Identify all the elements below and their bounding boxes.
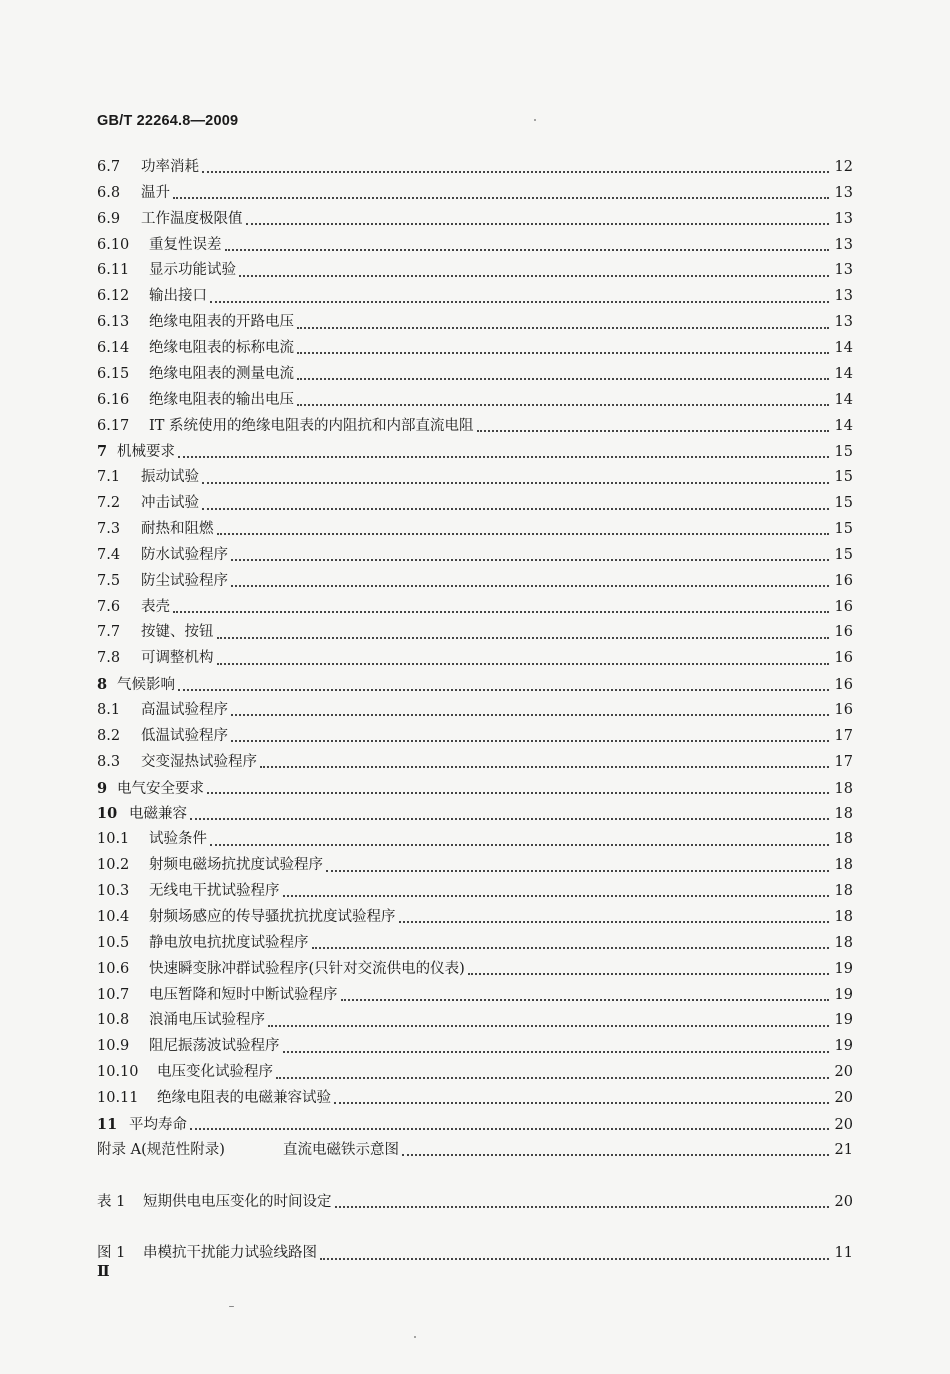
toc-entry-number: 10.1 <box>97 831 130 848</box>
toc-entry-title: 射频电磁场抗扰度试验程序 <box>149 857 323 874</box>
toc-entry[interactable] <box>97 439 853 465</box>
toc-entry[interactable] <box>97 336 853 362</box>
toc-entry-number: 图 1 <box>97 1245 126 1262</box>
toc-entry-page: 18 <box>834 857 853 874</box>
toc-entry-page: 18 <box>834 908 853 925</box>
toc-entry[interactable] <box>97 724 853 750</box>
toc-entry[interactable] <box>97 931 853 957</box>
dot-leader <box>468 972 829 975</box>
toc-entry-number: 表 1 <box>97 1193 126 1210</box>
toc-entry-title: 绝缘电阻表的开路电压 <box>149 314 294 331</box>
toc-entry-page: 20 <box>834 1064 853 1081</box>
dot-leader <box>178 455 829 458</box>
toc-entry[interactable] <box>97 595 853 621</box>
toc-entry[interactable] <box>97 491 853 517</box>
toc-entry-page: 16 <box>834 677 853 694</box>
toc-entry-page: 16 <box>834 650 853 667</box>
toc-entry[interactable] <box>97 1138 853 1164</box>
toc-entry-number: 7.7 <box>97 624 121 641</box>
toc-entry-page: 18 <box>834 883 853 900</box>
toc-entry-title: 工作温度极限值 <box>141 210 243 227</box>
toc-entry-number: 9 <box>97 779 108 797</box>
toc-entry-title: 显示功能试验 <box>149 262 236 279</box>
toc-entry[interactable] <box>97 155 853 181</box>
toc-entry[interactable] <box>97 620 853 646</box>
toc-entry[interactable] <box>97 310 853 336</box>
toc-entry[interactable] <box>97 983 853 1009</box>
toc-entry-number: 6.12 <box>97 288 130 305</box>
toc-entry[interactable] <box>97 207 853 233</box>
toc-entry[interactable] <box>97 698 853 724</box>
toc-entry-title: 耐热和阻燃 <box>141 521 214 538</box>
toc-entry[interactable] <box>97 827 853 853</box>
toc-entry[interactable] <box>97 672 853 698</box>
dot-leader <box>276 1076 829 1079</box>
toc-entry[interactable] <box>97 1086 853 1112</box>
dot-leader <box>231 558 829 561</box>
toc-entry-page: 20 <box>834 1089 853 1106</box>
toc-entry-number: 10.3 <box>97 883 130 900</box>
toc-entry-number: 10.11 <box>97 1089 139 1106</box>
dot-leader <box>312 946 829 949</box>
dot-leader <box>297 351 829 354</box>
toc-entry-title: 绝缘电阻表的测量电流 <box>149 365 294 382</box>
toc-entry-page: 13 <box>834 236 853 253</box>
toc-entry-number: 8 <box>97 676 108 694</box>
toc-entry-number: 6.11 <box>97 262 130 279</box>
dot-leader <box>402 1153 829 1156</box>
dot-leader <box>173 610 829 613</box>
toc-entry[interactable] <box>97 569 853 595</box>
toc-main-list <box>97 155 853 1164</box>
toc-entry-page: 20 <box>834 1116 853 1133</box>
toc-entry[interactable] <box>97 801 853 827</box>
dot-leader <box>334 1101 829 1104</box>
toc-entry-page: 17 <box>834 727 853 744</box>
page-number-footer: Ⅱ <box>97 1262 110 1280</box>
dot-leader <box>225 248 829 251</box>
toc-entry-page: 19 <box>834 1038 853 1055</box>
dot-leader <box>217 662 829 665</box>
toc-entry-title: 直流电磁铁示意图 <box>283 1141 399 1158</box>
toc-entry-number: 6.17 <box>97 417 130 434</box>
toc-entry-page: 18 <box>834 934 853 951</box>
toc-entry-number: 10.8 <box>97 1012 130 1029</box>
dot-leader <box>297 403 829 406</box>
toc-entry-title: 防水试验程序 <box>141 546 228 563</box>
toc-entry[interactable] <box>97 414 853 440</box>
toc-entry-number: 10.10 <box>97 1064 139 1081</box>
toc-entry[interactable] <box>97 465 853 491</box>
toc-entry[interactable] <box>97 1034 853 1060</box>
toc-entry-title: 按键、按钮 <box>141 624 214 641</box>
toc-entry[interactable] <box>97 646 853 672</box>
toc-entry-page: 14 <box>834 340 853 357</box>
toc-entry-page: 18 <box>834 806 853 823</box>
toc-entry-page: 18 <box>834 831 853 848</box>
dot-leader <box>210 300 829 303</box>
toc-entry-number: 10.2 <box>97 857 130 874</box>
dot-leader <box>231 713 829 716</box>
toc-entry-title: 快速瞬变脉冲群试验程序(只针对交流供电的仪表) <box>149 960 465 977</box>
toc-entry-page: 19 <box>834 960 853 977</box>
dot-leader <box>231 584 829 587</box>
toc-entry-title: IT 系统使用的绝缘电阻表的内阻抗和内部直流电阻 <box>149 417 474 434</box>
toc-entry-title: 电压暂降和短时中断试验程序 <box>149 986 338 1003</box>
toc-entry-number: 11 <box>97 1115 118 1133</box>
scan-speck <box>229 1306 234 1307</box>
dot-leader <box>268 1024 829 1027</box>
toc-entry-title: 电气安全要求 <box>117 780 204 797</box>
scan-speck <box>414 1336 416 1338</box>
dot-leader <box>341 998 829 1001</box>
toc-entry-title: 绝缘电阻表的标称电流 <box>149 340 294 357</box>
toc-entry[interactable] <box>97 853 853 879</box>
toc-entry[interactable] <box>97 750 853 776</box>
toc-entry-title: 温升 <box>141 184 170 201</box>
toc-entry[interactable] <box>97 1112 853 1138</box>
toc-entry[interactable] <box>97 1008 853 1034</box>
toc-entry[interactable] <box>97 233 853 259</box>
toc-entry-title: 冲击试验 <box>141 495 199 512</box>
toc-entry-title: 无线电干扰试验程序 <box>149 883 280 900</box>
toc-entry-number: 8.2 <box>97 727 121 744</box>
toc-entry-number: 8.3 <box>97 753 121 770</box>
toc-entry-title: 重复性误差 <box>149 236 222 253</box>
dot-leader <box>202 481 829 484</box>
toc-entry-page: 15 <box>834 521 853 538</box>
dot-leader <box>320 1257 829 1260</box>
toc-entry-title: 阻尼振荡波试验程序 <box>149 1038 280 1055</box>
toc-entry-number: 6.9 <box>97 210 121 227</box>
toc-entry-page: 13 <box>834 314 853 331</box>
dot-leader <box>217 636 829 639</box>
dot-leader <box>326 869 829 872</box>
dot-leader <box>231 739 829 742</box>
dot-leader <box>283 894 829 897</box>
dot-leader <box>217 532 829 535</box>
toc-entry-number: 7.5 <box>97 572 121 589</box>
toc-entry-page: 20 <box>834 1193 853 1210</box>
toc-spacer <box>97 1164 853 1190</box>
toc-entry[interactable] <box>97 1190 853 1216</box>
toc-entry-page: 19 <box>834 986 853 1003</box>
toc-entry-page: 19 <box>834 1012 853 1029</box>
toc-entry-page: 18 <box>834 780 853 797</box>
toc-figures-list <box>97 1241 853 1267</box>
toc-entry-number: 10.5 <box>97 934 130 951</box>
dot-leader <box>477 429 829 432</box>
toc-entry[interactable] <box>97 388 853 414</box>
toc-entry-title: 可调整机构 <box>141 650 214 667</box>
toc-entry-title: 浪涌电压试验程序 <box>149 1012 265 1029</box>
dot-leader <box>239 274 829 277</box>
toc-entry-page: 13 <box>834 288 853 305</box>
toc-entry[interactable] <box>97 284 853 310</box>
toc-entry-title: 射频场感应的传导骚扰抗扰度试验程序 <box>149 908 396 925</box>
document-code-header: GB/T 22264.8—2009 <box>97 113 239 129</box>
toc-entry-number: 7.4 <box>97 546 121 563</box>
dot-leader <box>246 222 829 225</box>
toc-tables-list <box>97 1190 853 1216</box>
toc-entry[interactable] <box>97 1060 853 1086</box>
toc-entry[interactable] <box>97 181 853 207</box>
toc-entry-page: 13 <box>834 184 853 201</box>
toc-entry-number: 10.9 <box>97 1038 130 1055</box>
toc-entry-number: 6.10 <box>97 236 130 253</box>
dot-leader <box>202 507 829 510</box>
toc-entry-title: 绝缘电阻表的输出电压 <box>149 391 294 408</box>
toc-entry-number: 10.4 <box>97 908 130 925</box>
toc-entry[interactable] <box>97 362 853 388</box>
toc-entry-page: 14 <box>834 417 853 434</box>
toc-entry-number: 6.7 <box>97 159 121 175</box>
toc-entry-page: 14 <box>834 391 853 408</box>
toc-entry-page: 15 <box>834 495 853 512</box>
toc-entry-page: 14 <box>834 365 853 382</box>
toc-entry-page: 16 <box>834 624 853 641</box>
toc-entry[interactable] <box>97 879 853 905</box>
toc-entry-title: 电磁兼容 <box>129 806 187 823</box>
scan-speck <box>534 119 536 121</box>
dot-leader <box>190 1127 829 1130</box>
toc-entry-title: 绝缘电阻表的电磁兼容试验 <box>157 1089 331 1106</box>
toc-entry-number: 6.8 <box>97 184 121 201</box>
toc-entry-number: 7.8 <box>97 650 121 667</box>
toc-entry-number: 6.16 <box>97 391 130 408</box>
toc-entry-title: 电压变化试验程序 <box>157 1064 273 1081</box>
toc-entry-number: 7.6 <box>97 598 121 615</box>
toc-entry-page: 16 <box>834 702 853 719</box>
toc-entry-page: 15 <box>834 444 853 461</box>
toc-entry-title: 功率消耗 <box>141 159 199 175</box>
toc-entry-title: 机械要求 <box>117 444 175 461</box>
toc-entry[interactable] <box>97 543 853 569</box>
dot-leader <box>335 1205 829 1208</box>
toc-entry-page: 16 <box>834 572 853 589</box>
dot-leader <box>399 920 829 923</box>
toc-entry-title: 高温试验程序 <box>141 702 228 719</box>
toc-entry-number: 7.3 <box>97 521 121 538</box>
toc-entry[interactable] <box>97 1241 853 1267</box>
toc-entry[interactable] <box>97 776 853 802</box>
toc-entry[interactable] <box>97 905 853 931</box>
toc-entry-title: 交变湿热试验程序 <box>141 753 257 770</box>
toc-entry-title: 输出接口 <box>149 288 207 305</box>
toc-entry-title: 气候影响 <box>117 677 175 694</box>
toc-entry-page: 12 <box>834 159 853 175</box>
toc-entry-number: 6.13 <box>97 314 130 331</box>
toc-entry-number: 附录 A(规范性附录) <box>97 1141 225 1158</box>
toc-entry-title: 表壳 <box>141 598 170 615</box>
toc-entry-page: 13 <box>834 262 853 279</box>
toc-entry-page: 13 <box>834 210 853 227</box>
toc-entry[interactable] <box>97 258 853 284</box>
toc-entry-number: 6.15 <box>97 365 130 382</box>
toc-entry-page: 15 <box>834 546 853 563</box>
toc-entry-page: 11 <box>834 1245 853 1262</box>
table-of-contents <box>97 155 853 1267</box>
dot-leader <box>178 688 829 691</box>
toc-entry-number: 10.6 <box>97 960 130 977</box>
toc-entry-page: 16 <box>834 598 853 615</box>
dot-leader <box>283 1050 829 1053</box>
toc-entry-title: 串模抗干扰能力试验线路图 <box>143 1245 317 1262</box>
toc-entry[interactable] <box>97 957 853 983</box>
toc-entry-number: 7.1 <box>97 469 121 486</box>
dot-leader <box>210 843 829 846</box>
toc-entry-number: 7.2 <box>97 495 121 512</box>
toc-entry-number: 8.1 <box>97 702 121 719</box>
toc-entry-title: 振动试验 <box>141 469 199 486</box>
toc-entry-number: 6.14 <box>97 340 130 357</box>
dot-leader <box>190 817 829 820</box>
dot-leader <box>202 170 829 173</box>
toc-spacer <box>97 1215 853 1241</box>
toc-entry-title: 平均寿命 <box>129 1116 187 1133</box>
toc-entry-title: 试验条件 <box>149 831 207 848</box>
toc-entry-page: 17 <box>834 753 853 770</box>
toc-entry-title: 静电放电抗扰度试验程序 <box>149 934 309 951</box>
toc-entry[interactable] <box>97 517 853 543</box>
dot-leader <box>207 791 829 794</box>
dot-leader <box>260 765 829 768</box>
toc-entry-page: 21 <box>834 1141 853 1158</box>
dot-leader <box>297 377 829 380</box>
toc-entry-number: 10.7 <box>97 986 130 1003</box>
toc-entry-number: 7 <box>97 443 108 461</box>
toc-entry-title: 短期供电电压变化的时间设定 <box>143 1193 332 1210</box>
toc-entry-number: 10 <box>97 805 118 823</box>
dot-leader <box>173 196 829 199</box>
toc-entry-page: 15 <box>834 469 853 486</box>
dot-leader <box>297 326 829 329</box>
toc-entry-title: 防尘试验程序 <box>141 572 228 589</box>
toc-entry-title: 低温试验程序 <box>141 727 228 744</box>
